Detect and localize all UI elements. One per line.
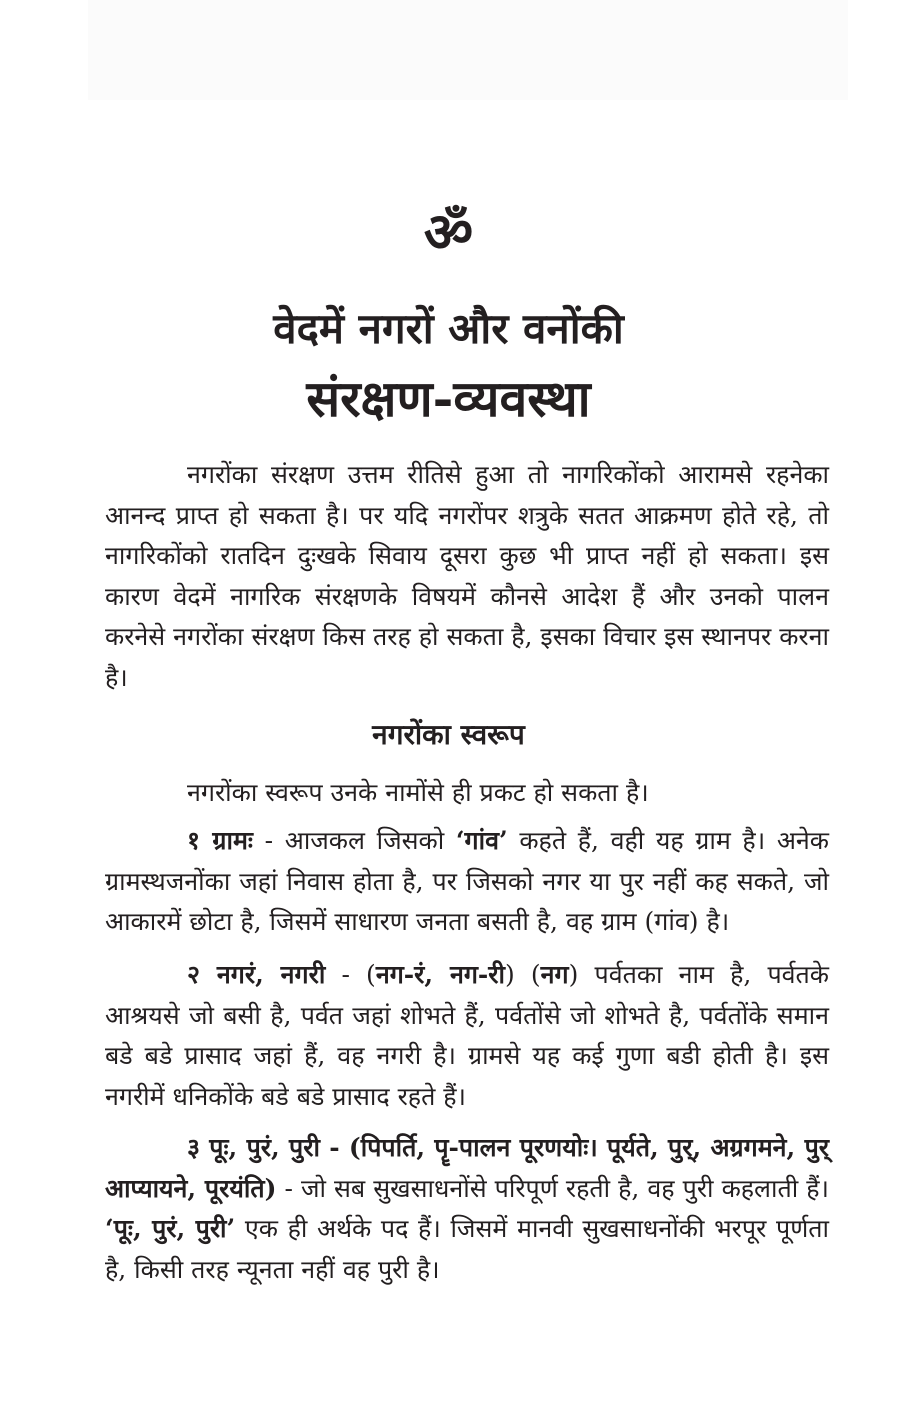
item-2-bold-a: नग-रं, नग-री	[375, 960, 505, 989]
item-3-text-a: - जो सब सुखसाधनोंसे परिपूर्ण रहती है, वह पुरी कहलाती हैं।	[276, 1173, 829, 1203]
item-1-paragraph	[105, 821, 829, 943]
item-2-paragraph	[105, 955, 829, 1117]
om-symbol: ॐ	[423, 200, 474, 264]
item-2-text-c: ) पर्वतका नाम है, पर्वतके आश्रयसे जो बसी है, पर्वत जहां शोभते हैं, पर्वतोंसे जो शोभते है, पर्वतोंके समान बडे बडे प्रासाद जहां हैं, वह नगरी है। ग्रामसे यह कई गुणा बडी होती है। इस नगरीमें धनिकोंके बडे बडे प्रासाद रहते हैं।	[105, 960, 830, 1111]
item-3-paragraph	[105, 1128, 829, 1290]
item-2-term: २ नगरं, नगरी	[187, 960, 326, 989]
item-3-term: ३ पूः, पुरं, पुरी - (पिपर्ति, पॄ-पालन पूरणयोः। पूर्यते, पुर्, अग्रगमने, पुर् आप्यायने, पूरयंति)	[105, 1133, 829, 1203]
item-3-text-b: एक ही अर्थके पद हैं। जिसमें मानवी सुखसाधनोंकी भरपूर पूर्णता है, किसी तरह न्यूनता नहीं वह पुरी है।	[105, 1214, 829, 1284]
item-1-text-a: - आजकल जिसको	[252, 826, 456, 855]
page-title-line-1: वेदमें नगरों और वनोंकी	[273, 304, 624, 353]
item-2-text-a: - (	[325, 960, 376, 989]
intro-paragraph: नगरोंका संरक्षण उत्तम रीतिसे हुआ तो नागरिकोंको आरामसे रहनेका आनन्द प्राप्त हो सकता है। पर यदि नगरोंपर शत्रुके सतत आक्रमण होते रहे, तो नागरिकोंको रातदिन दुःखके सिवाय दूसरा कुछ भी प्राप्त नहीं हो सकता। इस कारण वेदमें नागरिक संरक्षणके विषयमें कौनसे आदेश हैं और उनको पालन करनेसे नगरोंका संरक्षण किस तरह हो सकता है, इसका विचार इस स्थानपर करना है।	[105, 460, 829, 692]
item-2-text-b: ) (	[505, 960, 541, 989]
page-title-line-2: संरक्षण-व्यवस्था	[306, 369, 591, 428]
item-1-bold-a: ‘गांव’	[455, 826, 508, 855]
section-heading: नगरोंका स्वरूप	[372, 718, 525, 751]
item-3-bold-a: ‘पूः, पुरं, पुरी’	[105, 1214, 236, 1243]
item-1-text-b: कहते हैं, वही यह ग्राम है। अनेक ग्रामस्थजनोंका जहां निवास होता है, पर जिसको नगर या पुर नहीं कह सकते, जो आकारमें छोटा है, जिसमें साधारण जनता बसती है, वह ग्राम (गांव) है।	[105, 826, 830, 936]
item-2-bold-b: नग	[540, 960, 569, 989]
scan-top-band	[88, 0, 848, 100]
section-intro: नगरोंका स्वरूप उनके नामोंसे ही प्रकट हो सकता है।	[187, 778, 649, 807]
item-1-term: १ ग्रामः	[187, 826, 253, 855]
